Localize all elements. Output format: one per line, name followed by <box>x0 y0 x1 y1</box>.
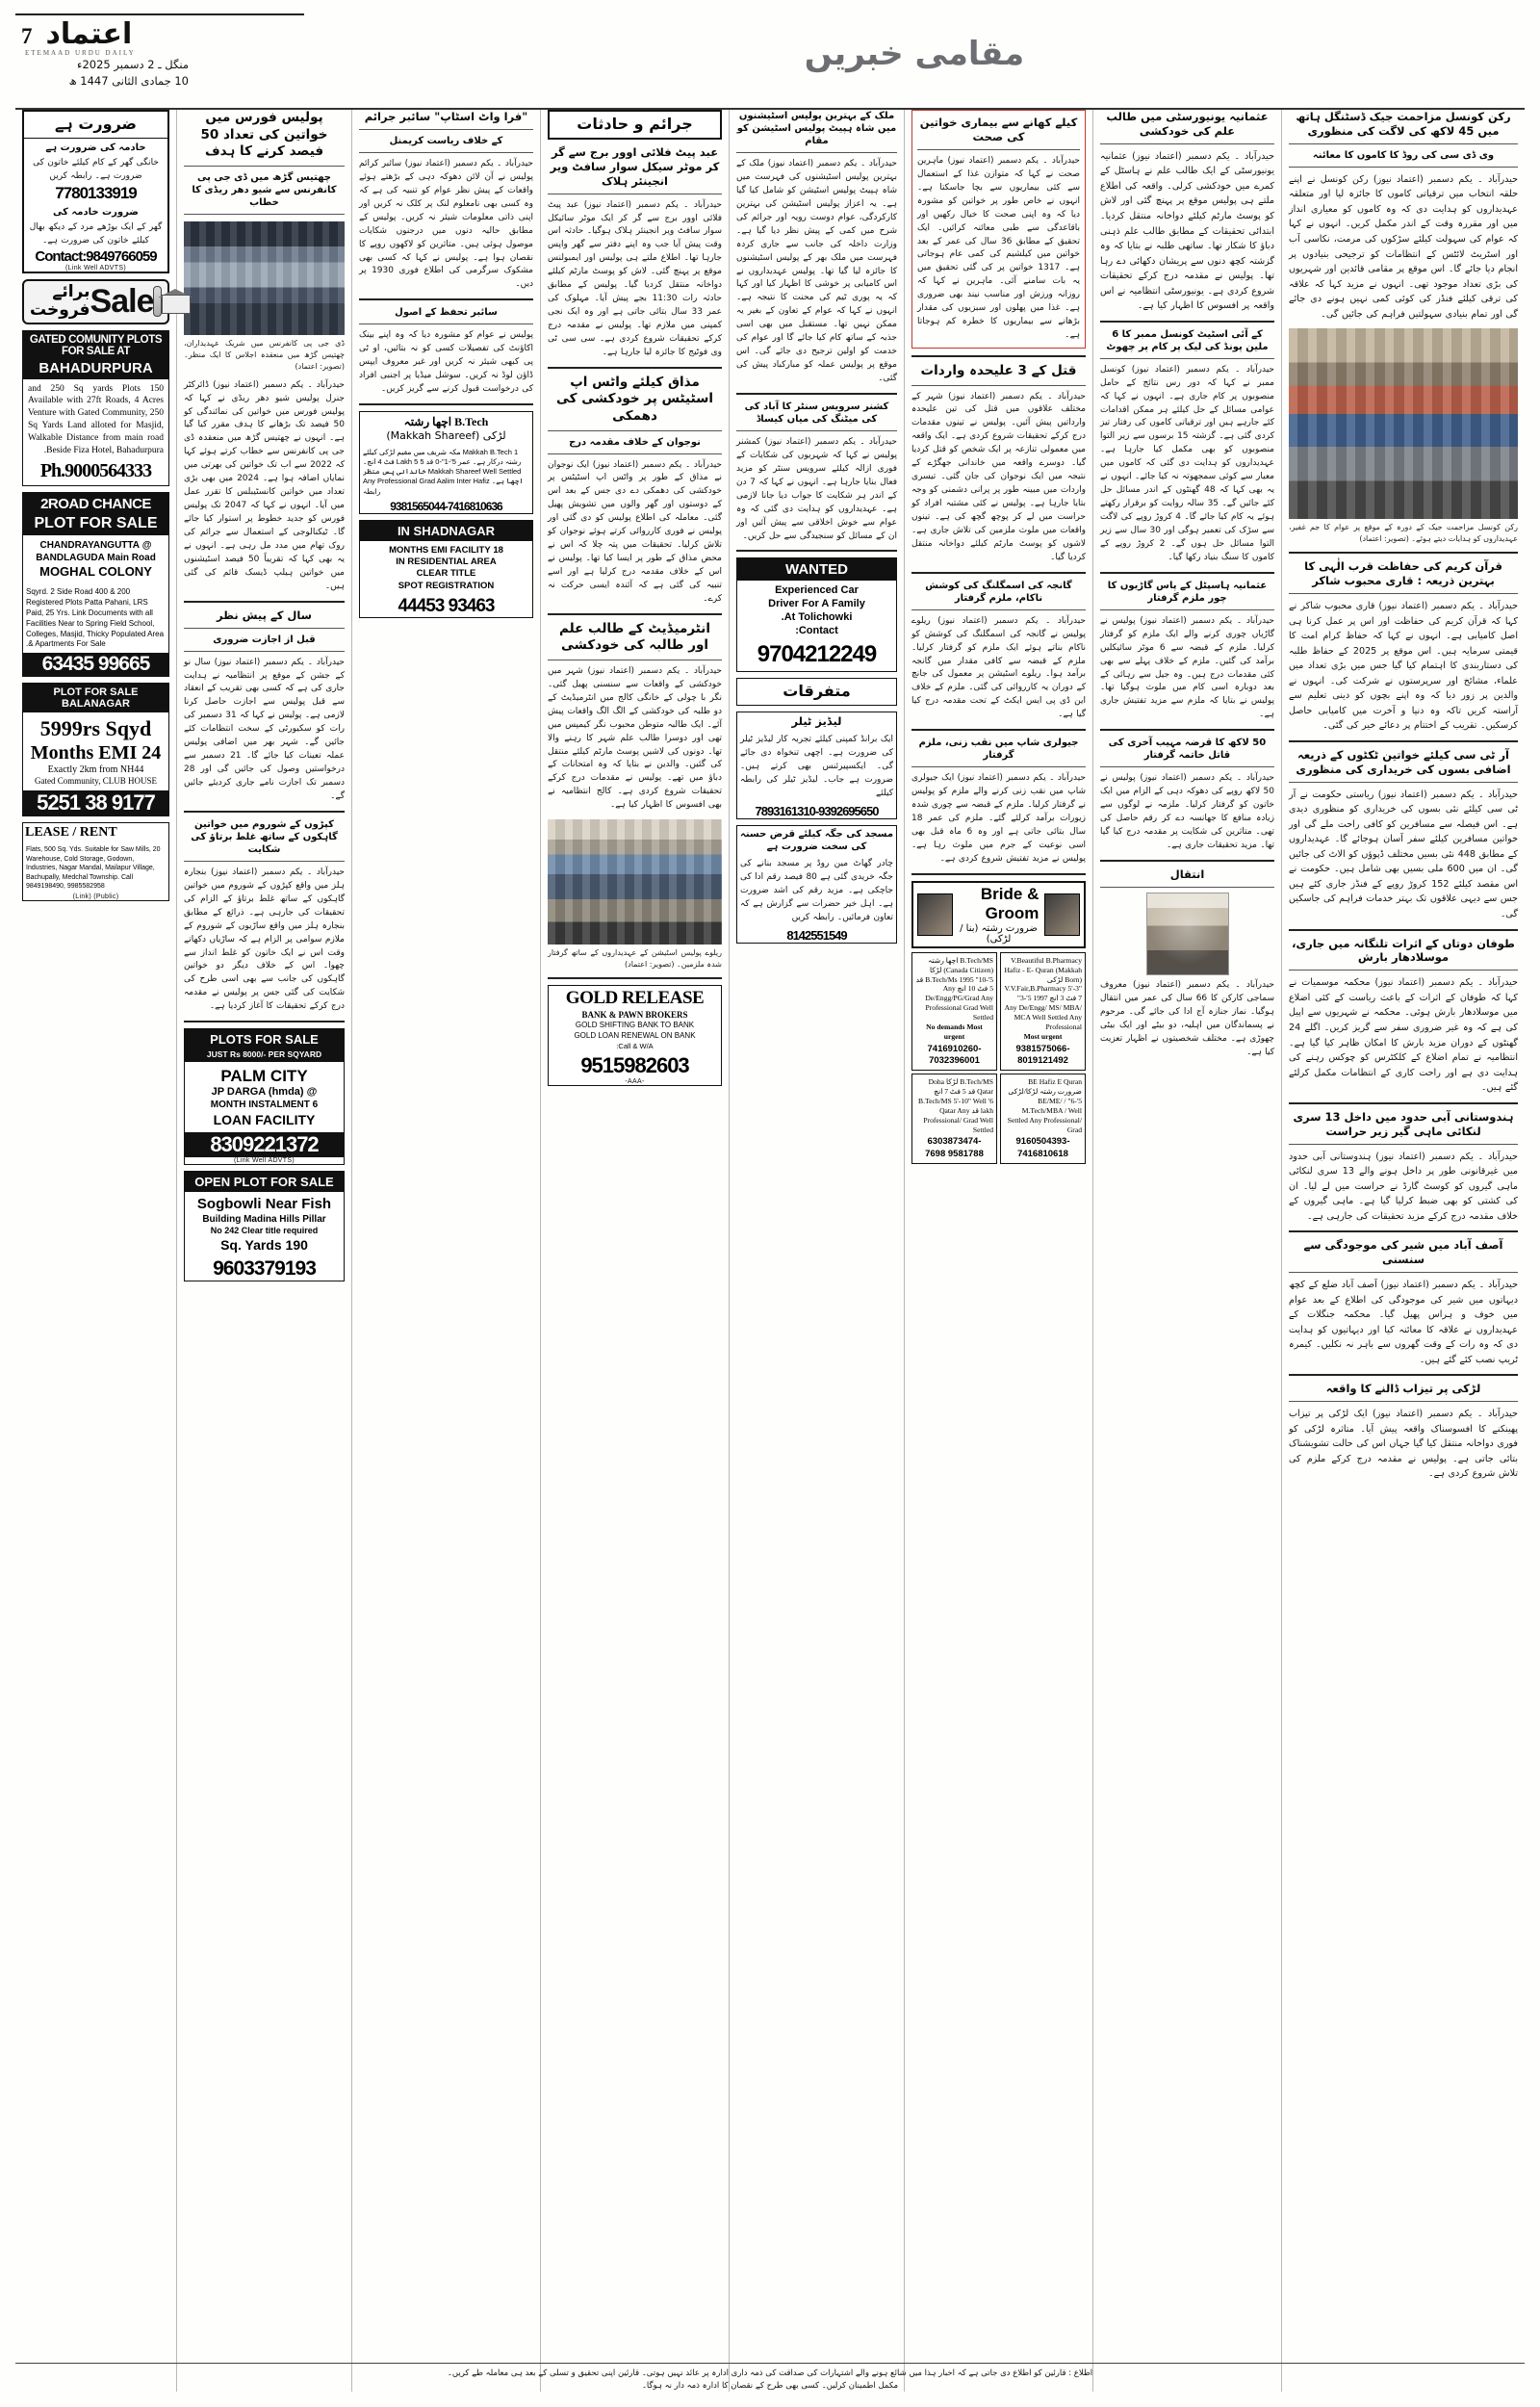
matrimonial-grid <box>911 952 1086 1164</box>
zaroorat-phone-1[interactable]: 7780133919 <box>55 183 137 202</box>
mutafarriqat-title: متفرقات <box>783 682 851 701</box>
story-tiger-asifabad <box>1289 1238 1518 1367</box>
story-cyber-tips <box>359 306 533 397</box>
masthead-logo-row <box>15 17 304 51</box>
story-body: حیدرآباد ۔ یکم دسمبر (اعتماد نیوز) ایک نوجوان نے مذاق کے طور پر واٹس اپ اسٹیٹس پر خودکشی کی دھمکی دے دی جس کے بعد اس کے دوستوں اور گھر والوں میں تشویش پھیل گئی۔ معاملہ کی اطلاع پولیس کو دی گئی اور پولیس نے فوری کارروائی کرتے ہوئے نوجوان کو تلاش کرلیا۔ تحقیقات میں پتہ چلا کہ اس نے محض مذاق کے طور پر ایسا کیا تھا۔ پولیس نے اس کے خلاف مقدمہ درج کرلیا ہے اور اسے تنبیہ کی گئی ہے کہ آئندہ ایسی حرکت نہ کرے۔ <box>548 459 722 604</box>
story-body: حیدرآباد ۔ یکم دسمبر (اعتماد نیوز) معروف سماجی کارکن کا 66 سال کی عمر میں انتقال ہوگیا۔ نماز جنازہ آج ادا کی جائے گی۔ مرحوم نے پسماندگان میں اہلیہ، دو بیٹے اور ایک بیٹی چھوڑی ہے۔ مختلف شخصیتوں نے اظہار تعزیت کیا ہے۔ <box>1100 979 1274 1057</box>
ladies-tailor-phone[interactable]: 7893161310-9392695650 <box>755 803 879 818</box>
story-council-meeting <box>1289 110 1518 322</box>
bride-groom-title: Bride & Groom <box>980 884 1040 922</box>
btech-rishta-title: B.Tech اچھا رشتہ <box>403 415 489 428</box>
zaroorat-line-4: گھر کے ایک بوڑھے مرد کے دیکھ بھال کیلئے خاتون کی ضرورت ہے۔ <box>29 221 163 246</box>
photo-crowd-block <box>1289 328 1518 545</box>
story-women-police-target <box>184 110 345 215</box>
story-body: حیدرآباد ۔ یکم دسمبر (اعتماد نیوز) پولیس نے گاڑیاں چوری کرنے والے ایک ملزم کو گرفتار کرلیا۔ ملزم کے قبضہ سے 6 موٹر سائیکلیں برآمد کی گئیں۔ ملزم کے خلاف پہلے سے بھی کئی مقدمات درج ہیں۔ وہ جیل سے رہائی کے بعد دوبارہ اسی کام میں ملوث ہوگیا تھا۔ پولیس نے بتایا کہ ملزم سے مزید تفتیش جاری ہے۔ <box>1100 615 1275 720</box>
zaroorat-line-2: خانگی گھر کے کام کیلئے خاتون کی ضرورت ہے۔ رابطہ کریں <box>33 157 159 181</box>
wanted-line-2: Driver For A Family <box>768 598 865 610</box>
divider <box>1289 929 1518 931</box>
story-subheadline: وی ڈی سی کی روڈ کا کاموں کا معائنہ <box>1312 149 1495 161</box>
sale-word: Sale <box>90 282 154 320</box>
gold-line-2: GOLD SHIFTING BANK TO BANK <box>575 1021 695 1030</box>
story-headline: قرآن کریم کی حفاظت قرب الٰہی کا بہترین ذریعہ : قاری محبوب شاکر <box>1304 559 1502 588</box>
road2-line-3: @ CHANDRAYANGUTTA <box>39 540 152 552</box>
divider <box>184 601 345 603</box>
open-plot-line-3: No 242 Clear title required <box>210 1226 319 1236</box>
column-3 <box>905 110 1093 2392</box>
story-body: حیدرآباد ۔ یکم دسمبر (اعتماد نیوز) ایک لڑکی پر تیزاب پھینکنے کا افسوسناک واقعہ پیش آیا۔ متاثرہ لڑکی کو فوری دواخانہ منتقل کیا گیا جہاں اس کی حالت تشویشناک بتائی جاتی ہے۔ پولیس نے مقدمہ درج کرکے ملزم کی تلاش شروع کردی ہے۔ <box>1289 1409 1518 1480</box>
wanted-line-1: Experienced Car <box>775 584 859 597</box>
story-body: حیدرآباد ۔ یکم دسمبر (اعتماد نیوز) ماہرین صحت نے کہا کہ متوازن غذا کے استعمال سے کئی بیماریوں سے بچا جاسکتا ہے۔ انہوں نے خاص طور پر خواتین کو مشورہ دیا کہ وہ اپنی صحت کا خیال رکھیں اور باقاعدگی سے طبی معائنہ کرائیں۔ ایک تحقیق کے مطابق 36 سال کی عمر کے بعد خواتین میں کیلشیم کی کمی عام ہوجاتی ہے۔ 1317 خواتین پر کی گئی تحقیق میں یہ بات سامنے آئی۔ ماہرین نے کہا کہ روزانہ ورزش اور مناسب نیند بھی ضروری ہے۔ غذا میں پھلوں اور سبزیوں کی مقدار بڑھانے سے بیماریوں کا خطرہ کم ہوجاتا ہے۔ <box>917 155 1080 341</box>
matrimonial-text: B.Tech/MS لڑکا Doha Qatar قد 5 فٹ 7 انچ B.Tech/MS 5'-10" Well '6 lakh قد Qatar Any Professional/ Grad Well Settled <box>918 1077 993 1134</box>
balanagar-line-1: 5999rs Sqyd <box>39 716 152 741</box>
obituary-portrait-photo <box>1146 893 1229 975</box>
gated-title-2: BAHADURPURA <box>23 360 168 379</box>
column-7 <box>177 110 352 2392</box>
news-photo-press-conference <box>184 221 345 335</box>
road2-line-1: 2ROAD CHANCE <box>23 493 168 515</box>
divider <box>1289 1230 1518 1232</box>
btech-rishta-phone[interactable]: 9381565044-7416810636 <box>390 499 502 513</box>
divider <box>548 977 722 979</box>
sale-banner <box>22 279 169 324</box>
gated-phone[interactable]: Ph.9000564333 <box>39 460 152 482</box>
story-quran-hifz <box>1289 559 1518 734</box>
ad-shadnagar[interactable] <box>359 520 533 618</box>
divider <box>1100 887 1274 888</box>
story-ou-suicide <box>1100 110 1274 314</box>
divider <box>1289 782 1518 783</box>
gold-title: GOLD RELEASE <box>565 988 705 1009</box>
plots-line-2: @ JP DARGA (hmda) <box>211 1086 318 1099</box>
ad-ladies-tailor[interactable] <box>736 712 897 819</box>
divider <box>359 152 533 153</box>
divider <box>736 430 897 431</box>
divider <box>1100 860 1274 862</box>
plots-sub: JUST Rs 8000/- PER SQYARD <box>185 1049 344 1062</box>
story-headline: سائبر تحفظ کے اصول <box>395 307 498 319</box>
divider <box>911 766 1086 767</box>
gold-call-label: Call & W/A: <box>616 1041 654 1050</box>
photo-caption: رکن کونسل مزاحمت جیک کے دورہ کے موقع پر عوام کا جم غفیر، عہدیداروں کو ہدایات دیتے ہوئے۔ (تصویر: اعتماد) <box>1289 523 1518 544</box>
story-headline: پولیس فورس میں خواتین کی تعداد 50 فیصد کرنے کا ہدف <box>200 110 328 160</box>
divider <box>184 628 345 629</box>
btech-rishta-body: Makkah B.Tech 1 مکہ شریف میں مقیم لڑکی کیلئے رشتہ درکار ہے۔ عمر 5'-1"-0 قد 5 Lakh 5 فٹ 4 انچ۔ Makkah Shareef Well Settled خاندانی پس منظر اچھا ہے۔ Any Professional Grad Aalim Inter Hafiz رابطہ <box>363 448 524 496</box>
divider <box>1289 1102 1518 1104</box>
divider <box>911 729 1086 731</box>
column-1 <box>1282 110 1525 2392</box>
story-body: حیدرآباد ۔ یکم دسمبر (اعتماد نیوز) کمشنر پولیس نے کہا کہ شہریوں کی شکایات کے فوری ازالہ کیلئے سرویس سنٹر کو مزید فعال بنایا جارہا ہے۔ انہوں نے کہا کہ 7 دن کے اندر ہر شکایت کا جواب دیا جانا لازمی ہے۔ عہدیداروں کو ہدایت دی گئی کہ وہ عوام سے خوش اخلاقی سے پیش آئیں اور ان کے مسائل کو سنجیدگی سے حل کریں۔ <box>736 436 897 541</box>
bride-groom-header <box>911 881 1086 948</box>
divider <box>1100 321 1274 323</box>
divider <box>1289 143 1518 144</box>
crime-section-banner <box>548 110 722 140</box>
story-flyover-accident <box>548 145 722 360</box>
house-icon <box>153 286 162 317</box>
story-headline: قتل کے 3 علیحدہ واردات <box>920 363 1077 378</box>
story-cyclone-rain <box>1289 937 1518 1096</box>
story-headline: مذاق کیلئے واٹس اپ اسٹیٹس پر خودکشی کی دھمکی <box>556 374 713 424</box>
matrimonial-text: B.Tech/MS اچھا رشتہ (Canada Citizen) لڑکا 5'-10" 1995 B.Tech/Ms قد 5 فٹ 10 انچ Any De/Engg/PG/Grad Any Professional Grad Well Settled <box>915 955 993 1022</box>
matrimonial-tag: No demands Most urgent <box>926 1022 983 1041</box>
divider <box>184 861 345 862</box>
story-headline: آصف آباد میں شیر کی موجودگی سے سنسنی <box>1303 1238 1503 1267</box>
gold-line-1: BANK & PAWN BROKERS <box>581 1010 688 1021</box>
shadnagar-line-4: SPOT REGISTRATION <box>398 580 495 591</box>
divider <box>1289 552 1518 554</box>
story-headline: ملک کے بہترین پولیس اسٹیشنوں میں شاہ ہپیٹ پولیس اسٹیشن کو مقام <box>736 111 897 146</box>
story-headline: عثمانیہ یونیورسٹی میں طالب علم کی خودکشی <box>1106 110 1269 138</box>
balanagar-line-2: 24 Months EMI <box>30 742 162 764</box>
road2-line-5: MOGHAL COLONY <box>39 564 152 580</box>
plots-phone[interactable]: 8309221372 <box>185 1132 344 1157</box>
matrimonial-phone[interactable]: 6303873474-9581788 7698 <box>925 1136 984 1159</box>
road2-body: 200 & 400 Sqyrd. 2 Side Road Registered Plots Patta Pahani, LRS Paid, 25 Yrs. Link Documents with all Facilities Near to Spring Field School, Colleges, Masjid, Thicky Populated Area & Apartments For Sale. <box>26 587 165 649</box>
date-gregorian: منگل ـ 2 دسمبر 2025ء <box>77 58 189 71</box>
ad-mutafarriqat <box>736 678 897 706</box>
ad-lease-rent[interactable] <box>22 822 169 901</box>
divider <box>1289 1144 1518 1145</box>
divider <box>1289 1272 1518 1273</box>
zaroorat-title: ضرورت ہے <box>24 112 167 139</box>
groom-photo-icon <box>917 893 953 936</box>
ad-plot-balanagar[interactable] <box>22 683 169 816</box>
wanted-line-4: Contact: <box>795 624 838 636</box>
story-body: حیدرآباد ۔ یکم دسمبر (اعتماد نیوز) شہر میں خودکشی کے واقعات سے سنسنی پھیل گئی۔ نگر با چولی کے خانگی کالج میں انٹرمیڈیٹ کے دو طلبہ کی خودکشی کے الگ الگ واقعات پیش آئے۔ ایک طالبہ متوطن محبوب نگر کیمپس میں تھی اور دوسرا طالب علم شہر کا رہنے والا تھا۔ دونوں کی لاشیں پوسٹ مارٹم کیلئے منتقل کی گئیں۔ والدین نے بتایا کہ وہ امتحانات کے دباؤ میں تھے۔ پولیس نے مقدمات درج کرکے تحقیقات شروع کردی ہے۔ کالج انتظامیہ نے بھی افسوس کا اظہار کیا ہے۔ <box>548 665 722 811</box>
lease-body: 20 Flats, 500 Sq. Yds. Suitable for Saw Mills, Warehouse, Cold Storage, Godown, Industries, Nagar Mandal, Mailapur Village, Bachupally, Medchal Township. Call 9849198490, 9985582958 <box>26 846 161 891</box>
story-headline: "فرا واٹ اسٹاپ" سائبر جرائم <box>364 110 528 123</box>
story-fraud-woman-arrest <box>1100 737 1274 853</box>
ad-zaroorat-hai[interactable] <box>22 110 169 273</box>
column-4 <box>730 110 905 2392</box>
plots-line-4: LOAN FACILITY <box>213 1111 316 1127</box>
story-three-murders <box>911 363 1086 565</box>
zaroorat-advts: (Link Well ADVTS) <box>65 264 126 272</box>
news-photo-police-team <box>548 819 722 945</box>
column-8 <box>15 110 177 2392</box>
story-new-year-permission <box>184 608 345 804</box>
story-subheadline: قبل از اجازت ضروری <box>213 634 316 645</box>
bride-groom-subtitle: ضرورت رشتہ (بنا / لڑکی) <box>960 922 1038 945</box>
masthead-rule <box>15 13 304 15</box>
story-headline: 50 لاکھ کا قرضہ مہیب آخری کی قاتل خاتمہ گرفتار <box>1108 738 1267 762</box>
date-hijri: 10 جمادی الثانی 1447 ھ <box>68 73 189 88</box>
divider <box>736 152 897 153</box>
story-headline: لڑکی پر تیزاب ڈالنے کا واقعہ <box>1325 1382 1481 1396</box>
story-body: حیدرآباد ۔ یکم دسمبر (اعتماد نیوز) ریاستی حکومت نے آر ٹی سی کیلئے نئی بسوں کی خریداری کو منظوری دیدی ہے۔ اس فیصلہ سے مسافرین کو کافی راحت ملے گی اور خواتین مسافرین کیلئے سفر آسان ہوجائے گا۔ عہدیداروں کے مطابق 448 نئی بسیں مختلف ڈپوؤں کو الاٹ کی جائیں گی۔ ان میں 600 ملی بسیں بھی شامل ہیں۔ حکومت نے اس مقصد کیلئے 152 کروڑ روپے کے فنڈز جاری کئے ہیں جس سے دیہی علاقوں تک بہتر خدمات فراہم کی جاسکیں گی۔ <box>1289 789 1518 919</box>
matrimonial-ad[interactable] <box>1000 952 1086 1071</box>
story-headline: عثمانیہ ہاسپٹل کے پاس گاڑیوں کا چور ملزم گرفتار <box>1107 580 1268 604</box>
masjid-body: چادر گھاٹ مین روڈ پر مسجد بنانے کی جگہ خریدی گئی ہے 80 فیصد رقم ادا کی جاچکی ہے۔ مزید رقم کی اشد ضرورت ہے۔ اہل خیر حضرات سے گزارش ہے کہ تعاون فرمائیں۔ رابطہ کریں <box>740 858 893 922</box>
divider <box>548 613 722 615</box>
gated-body: 150 and 250 Sq yards Plots Available with 27ft Roads, 4 Acres Venture with Gated Community, 250 Sq Yards Land alloted for Masjid, Walkable Distance from main road Beside Fiza Hotel, Bahadurpura. <box>28 383 165 455</box>
road2-line-4: BANDLAGUDA Main Road <box>36 553 156 564</box>
story-headline: رکن کونسل مزاحمت جیک ڈسٹنگل ہاتھ میں 45 لاکھ کی لاگت کی منظوری <box>1296 110 1511 138</box>
ad-2road-chance-plot[interactable] <box>22 492 169 677</box>
crime-section-title: جرائم و حادثات <box>577 115 693 133</box>
divider <box>911 609 1086 610</box>
divider <box>911 385 1086 386</box>
balanagar-line-3: Exactly 2km from NH44 <box>47 764 144 776</box>
lease-advts: (Public) (Link) <box>72 893 119 901</box>
plots-line-1: PALM CITY <box>220 1067 308 1086</box>
divider <box>548 453 722 454</box>
publication-subtitle: ETEMAAD URDU DAILY <box>25 49 136 57</box>
story-body: حیدرآباد ۔ یکم دسمبر (اعتماد نیوز) ڈائرکٹر جنرل پولیس شیو دھر ریڈی نے کہا کہ پولیس فورس میں خواتین کی نمائندگی کو 50 فیصد تک بڑھانے کا ہدف مقرر کیا گیا ہے۔ انہوں نے چھتیس گڑھ میں منعقدہ ڈی جی پی کانفرنس سے خطاب کرتے ہوئے کہا کہ 2022 سے اب تک خواتین کی بھرتی میں نمایاں اضافہ ہوا ہے۔ 2024 میں بھی بڑی تعداد میں خواتین کانسٹیبلس کا تقرر عمل میں آیا۔ انہوں نے کہا کہ 2047 تک پولیس فورس کو جدید خطوط پر استوار کیا جائے گا۔ ٹیکنالوجی کے استعمال سے جرائم کی روک تھام میں مدد مل رہی ہے۔ انہوں نے یہ بھی کہا کہ تقریباً 50 فیصد اسٹیشنوں میں خواتین ہیلپ ڈیسک قائم کی گئی ہیں۔ <box>184 379 346 591</box>
divider <box>184 166 345 167</box>
gold-phone[interactable]: 9515982603 <box>580 1053 689 1078</box>
gated-title: GATED COMUNITY PLOTS FOR SALE AT <box>23 331 168 360</box>
story-showroom-harassment <box>184 818 345 1014</box>
story-body: حیدرآباد ۔ یکم دسمبر (اعتماد نیوز) ہندوستانی آبی حدود میں غیرقانونی طور پر داخل ہونے والے 13 سری لنکائی ماہی گیروں کو کوسٹ گارڈ نے حراست میں لے لیا۔ ان کی کشتی کو بھی ضبط کرلیا گیا ہے۔ ماہی گیروں کے خلاف مقدمہ درج کرکے مزید تحقیقات کی جارہی ہے۔ <box>1289 1151 1518 1222</box>
wanted-phone[interactable]: 9704212249 <box>757 641 877 668</box>
divider <box>911 873 1086 875</box>
ladies-tailor-body: ایک برانڈ کمپنی کیلئے تجربہ کار لیڈیز ٹیلر کی ضرورت ہے۔ اچھی تنخواہ دی جائے گی۔ ایکسپیرئنس بھی کرتے ہیں۔ ضرورت ہے جاب۔ لیڈیز ٹیلر کی رابطہ کیلئے <box>740 735 893 798</box>
masthead <box>15 13 1525 106</box>
shadnagar-phone[interactable]: 93463 44453 <box>398 596 495 616</box>
story-body: حیدرآباد ۔ یکم دسمبر (اعتماد نیوز) ریلوے پولیس نے گانجہ کی اسمگلنگ کی کوشش کو ناکام بناتے ہوئے ایک ملزم کو گرفتار کرلیا۔ ملزم کے قبضہ سے کافی مقدار میں گانجہ برآمد ہوا۔ ریلوے اسٹیشن پر معمول کی جانچ کے دوران یہ کارروائی کی گئی۔ ملزم کے خلاف این ڈی پی ایس ایکٹ کے تحت مقدمہ درج کیا گیا ہے۔ <box>911 615 1086 720</box>
matrimonial-ad[interactable] <box>911 1074 997 1164</box>
plots-line-3: 6 MONTH INSTALMENT <box>210 1100 319 1111</box>
story-body: حیدرآباد ۔ یکم دسمبر (اعتماد نیوز) عبد پیٹ فلائی اوور برج سے گر کر ایک موٹر سائیکل سوار سافٹ ویر انجینئر ہلاک ہوگیا۔ حادثہ اس وقت پیش آیا جب وہ اپنے دفتر سے گھر واپس جارہا تھا۔ اطلاع ملتے ہی پولیس اور ایمبولنس موقع پر پہنچ گئی۔ لاش کو پوسٹ مارٹم کیلئے دواخانہ منتقل کردیا گیا۔ پولیس کے مطابق حادثہ رات 11:30 بجے پیش آیا۔ مہلوک کی عمر 33 سال بتائی جاتی ہے اور وہ ایک نجی کمپنی میں ملازم تھا۔ پولیس نے مقدمہ درج کرکے تحقیقات شروع کردی ہے۔ سی سی ٹی وی فوٹیج کا جائزہ لیا جارہا ہے۔ <box>548 199 722 357</box>
divider <box>1100 358 1274 359</box>
story-body: حیدرآباد ۔ یکم دسمبر (اعتماد نیوز) ملک کے بہترین پولیس اسٹیشنوں کی فہرست میں شاہ ہپیٹ پولیس اسٹیشن کو شامل کیا گیا ہے۔ یہ اعزاز پولیس اسٹیشن کی بہترین کارکردگی، عوام دوست رویہ اور جرائم کی شرح میں کمی کے پیش نظر دیا گیا ہے۔ وزارت داخلہ کی جانب سے جاری کردہ فہرست میں ملک بھر کے پولیس اسٹیشنوں کا جائزہ لیا گیا تھا۔ پولیس عہدیداروں نے اس کامیابی پر خوشی کا اظہار کیا اور کہا کہ یہ پوری ٹیم کی محنت کا نتیجہ ہے۔ انہوں نے کہا کہ عوام کے تعاون کے بغیر یہ ممکن نہیں تھا۔ مستقبل میں بھی اسی جذبہ کے ساتھ کام کیا جائے گا اور عوام کی خدمت کو اولین ترجیح دی جائے گی۔ اس موقع پر پولیس عملہ کو مبارکباد پیش کی گئی۔ <box>736 159 897 383</box>
column-2 <box>1093 110 1282 2392</box>
story-headline: انتقال <box>1169 867 1205 881</box>
news-photo-crowd <box>1289 328 1518 519</box>
balanagar-line-4: Gated Community, CLUB HOUSE <box>35 776 157 787</box>
story-subheadline: چھتیس گڑھ میں ڈی جی پی کانفرنس سے شیو دھر ریڈی کا خطاب <box>192 171 337 208</box>
divider <box>184 214 345 215</box>
story-headline: گانجہ کی اسمگلنگ کی کوشش ناکام، ملزم گرفتار <box>925 580 1072 604</box>
zaroorat-line-3: ضرورت خادمہ کی <box>53 206 139 218</box>
story-body: پولیس نے عوام کو مشورہ دیا کہ وہ اپنے بینک اکاؤنٹ کی تفصیلات کسی کو نہ بتائیں، او ٹی پی کبھی شیئر نہ کریں اور غیر معروف ایپس ڈاؤن لوڈ نہ کریں۔ سوشل میڈیا پر اجنبی افراد کی درخواست قبول کرنے سے گریز کریں۔ <box>359 330 533 395</box>
wanted-title: WANTED <box>737 558 896 581</box>
story-ganja-smuggling <box>911 580 1086 723</box>
divider <box>736 550 897 552</box>
story-headline: کشنر سرویس سنٹر کا آباد کی کی میٹنگ کی میاں کیساڈ <box>744 401 889 425</box>
masjid-title: مسجد کی جگہ کیلئے قرض حسنہ کی سخت ضرورت ہے <box>739 828 894 852</box>
divider <box>1100 572 1274 574</box>
divider <box>1289 1374 1518 1376</box>
bride-photo-icon <box>1044 893 1080 936</box>
footer-line-2: مکمل اطمینان کرلیں۔ کسی بھی طرح کے نقصان کا ادارہ ذمہ دار نہ ہوگا۔ <box>641 2381 899 2392</box>
story-whatsapp-status <box>548 375 722 607</box>
story-body: حیدرآباد ۔ یکم دسمبر (اعتماد نیوز) محکمہ موسمیات نے کہا کہ طوفان کے اثرات کے باعث ریاست کے کئی اضلاع میں موسلادھار بارش ہوئی۔ محکمہ نے شہریوں سے اپیل کی ہے کہ وہ غیر ضروری سفر سے گریز کریں۔ اگلے 24 گھنٹوں کے دوران مزید بارش کا امکان ظاہر کیا گیا ہے۔ انتظامیہ نے تمام اضلاع کے کلکٹرس کو چوکس رہنے کی ہدایت دی ہے اور راحت کاری کے انتظامات مکمل کرلئے گئے ہیں۔ <box>1289 977 1518 1094</box>
balanagar-phone[interactable]: 9177 38 5251 <box>23 790 168 815</box>
shadnagar-line-1: 18 MONTHS EMI FACILITY <box>389 544 503 556</box>
story-headline: کیلے کھانے سے بیماری خواتین کی صحت <box>919 116 1078 143</box>
matrimonial-ad[interactable] <box>911 952 997 1071</box>
open-plot-line-1: Sogbowli Near Fish <box>196 1196 332 1213</box>
story-body: حیدرآباد ۔ یکم دسمبر (اعتماد نیوز) رکن کونسل نے اپنے حلقہ انتخاب میں ترقیاتی کاموں کا جائزہ لیا اور متعلقہ عہدیداروں کو ہدایت دی کہ وہ کاموں کو معیاری انداز میں اور مقررہ وقت کے اندر مکمل کریں۔ انہوں نے کہا کہ عوام کی سہولت کیلئے سڑکوں کی مرمت، نکاسی آب اور اسٹریٹ لائٹس کے انتظامات کو ترجیحی بنیادوں پر انجام دیا جائے گا۔ اس موقع پر مقامی قائدین اور شہریوں کی بڑی تعداد موجود تھی۔ انہوں نے مزید کہا کہ علاقہ کی ترقی کیلئے فنڈز کی کوئی کمی نہیں ہونے دی جائے گی اور تمام بنیادی سہولتیں فراہم کی جائیں گی۔ <box>1289 173 1518 320</box>
matrimonial-text: BE Hafiz E Quran ضرورت رشتہ لڑکا/لڑکی 5'-6" / BE/ME/ M.Tech/MBA / Well Settled Any Professional/ Grad <box>1007 1077 1082 1134</box>
matrimonial-phone[interactable]: 9381575066-8019121492 <box>1015 1043 1070 1066</box>
column-6 <box>352 110 541 2392</box>
story-body: حیدرآباد ۔ یکم دسمبر (اعتماد نیوز) قاری محبوب شاکر نے کہا کہ قرآن کریم کی حفاظت اور اس پر عمل کرنا ہی اصل کامیابی ہے۔ انہوں نے کہا کہ حفاظ کرام امت کا قیمتی سرمایہ ہیں۔ اس موقع پر 2025 کے حفاظ طلبہ کی دستاربندی کا اہتمام کیا گیا جس میں بڑی تعداد میں علماء، مشائخ اور سرپرستوں نے شرکت کی۔ انہوں نے والدین پر زور دیا کہ وہ اپنے بچوں کو دینی تعلیم سے آراستہ کریں تاکہ وہ دنیا و آخرت میں کامیابی حاصل کرسکیں۔ تقریب کے اختتام پر دعائے خیر کی گئی۔ <box>1289 601 1518 732</box>
story-body: حیدرآباد ۔ یکم دسمبر (اعتماد نیوز) کونسل ممبر نے کہا کہ دور رس نتائج کے حامل منصوبوں پر کام جاری ہے۔ انہوں نے کہا کہ عوامی مسائل کے حل کیلئے ہر ممکن اقدامات کئے جارہے ہیں اور ترقیاتی کاموں کی رفتار تیز کردی گئی ہے۔ گزشتہ 15 برسوں سے زیر التوا منصوبوں کو بھی مکمل کیا جارہا ہے۔ عہدیداروں کو ہدایت دی گئی کہ کاموں میں معیار سے کوئی سمجھوتہ نہ کیا جائے۔ انہوں نے یہ بھی کہا کہ 48 گھنٹوں کے اندر مسائل حل کئے جائیں گے۔ 35 سالہ روایت کو برقرار رکھتے ہوئے یہ کام کیا جائے گا۔ 4 کروڑ روپے کی لاگت سے سڑک کی تعمیر ہوگی اور 30 سال سے زیر التوا مسائل حل ہوں گے۔ 2 کروڑ روپے کے کاموں کا سنگ بنیاد رکھا گیا۔ <box>1100 364 1274 562</box>
story-body: حیدرآباد ۔ یکم دسمبر (اعتماد نیوز) سائبر کرائم پولیس نے آن لائن دھوکہ دہی کے بڑھتے ہوئے واقعات کے پیش نظر عوام کو تنبیہ کی ہے کہ وہ کسی بھی نامعلوم لنک پر کلک نہ کریں اور اپنی ذاتی معلومات شیئر نہ کریں۔ پولیس کے مطابق حالیہ دنوں میں درجنوں شکایات موصول ہوئی ہیں۔ متاثرین کو لاکھوں روپے کا نقصان ہوا ہے۔ پولیس نے کہا کہ کسی بھی مشکوک سرگرمی کی اطلاع فوری 1930 پر دیں۔ <box>359 158 533 290</box>
open-plot-phone[interactable]: 9603379193 <box>213 1257 316 1281</box>
sale-urdu-label: برائے فروخت <box>30 282 90 321</box>
story-subheadline: نوجوان کے خلاف مقدمہ درج <box>569 436 701 448</box>
story-rtc-buses <box>1289 748 1518 922</box>
divider <box>917 149 1080 150</box>
photo-press-conference-block <box>184 221 345 373</box>
road2-phone[interactable]: 99665 63435 <box>23 653 168 676</box>
divider <box>1289 593 1518 594</box>
matrimonial-phone[interactable]: 7416910260-7032396001 <box>927 1043 982 1066</box>
divider <box>359 403 533 405</box>
divider <box>1289 167 1518 168</box>
story-subheadline: کے خلاف ریاست کریمنل <box>389 135 503 146</box>
story-council-member <box>1100 328 1274 565</box>
matrimonial-tag: Most urgent <box>1023 1031 1063 1041</box>
divider <box>1289 740 1518 742</box>
boxed-health-story <box>911 110 1086 349</box>
masjid-phone[interactable]: 8142551549 <box>786 927 847 943</box>
story-cyber-crime <box>359 110 533 292</box>
divider <box>548 430 722 431</box>
divider <box>736 393 897 395</box>
masthead-dates <box>15 57 189 89</box>
btech-rishta-sub: لڑکی (Makkah Shareef) <box>386 429 506 442</box>
divider <box>548 367 722 369</box>
matrimonial-phone[interactable]: 9160504393-7416810618 <box>1015 1136 1070 1159</box>
story-headline: عبد پیٹ فلائی اوور برج سے گر کر موٹر سیکل سوار سافٹ ویر انجینئر ہلاک <box>550 144 720 188</box>
footer-line-1: اطلاع : قارئین کو اطلاع دی جاتی ہے کہ اخبار ہذا میں شائع ہونے والے اشتہارات کی صداقت کی ذمہ داری ادارہ پر عائد نہیں ہوتی۔ قارئین اپنی تحقیق و تسلی کے بعد ہی معاملہ طے کریں۔ <box>447 2368 1093 2378</box>
ad-wanted-driver[interactable] <box>736 557 897 672</box>
divider <box>184 651 345 652</box>
divider <box>1289 1401 1518 1402</box>
page-number: 7 <box>21 24 33 48</box>
story-headline: کے آئی اسٹیٹ کونسل ممبر کا 6 ملین پونڈ کی لیک پر کام پر چھوٹ <box>1106 328 1269 352</box>
page-grid <box>15 110 1525 2392</box>
shadnagar-title: IN SHADNAGAR <box>360 521 532 541</box>
story-headline: جیولری شاپ میں نقب زنی، ملزم گرفتار <box>918 738 1079 762</box>
ad-plots-palm-city[interactable] <box>184 1028 345 1165</box>
story-body: حیدرآباد ۔ یکم دسمبر (اعتماد نیوز) ایک جیولری شاپ میں نقب زنی کرنے والے ملزم کو پولیس نے گرفتار کرلیا۔ ملزم کے قبضہ سے چوری شدہ زیورات برآمد کرلئے گئے۔ ملزم کی عمر 18 سال بتائی جاتی ہے اور وہ 6 ماہ قبل بھی اسی نوعیت کے جرم میں ملوث رہا ہے۔ پولیس نے مزید تفتیش شروع کردی ہے۔ <box>911 773 1086 864</box>
shadnagar-line-2: IN RESIDENTIAL AREA <box>396 556 497 567</box>
plots-title: PLOTS FOR SALE <box>185 1029 344 1049</box>
matrimonial-ad[interactable] <box>1000 1074 1086 1164</box>
ad-btech-rishta[interactable] <box>359 411 533 514</box>
footer-disclaimer <box>15 2363 1525 2394</box>
story-jewellery-burglary <box>911 737 1086 867</box>
story-best-police-station <box>736 110 897 386</box>
story-headline: ہندوستانی آبی حدود میں داخل 13 سری لنکائی ماہی گیر زیر حراست <box>1293 1109 1514 1138</box>
publication-logo: اعتماد <box>45 17 133 51</box>
open-plot-line-2: Building Madina Hills Pillar <box>202 1213 326 1225</box>
ad-open-plot-sogbowli[interactable] <box>184 1171 345 1281</box>
story-intermediate-suicides <box>548 621 722 813</box>
divider <box>1100 609 1274 610</box>
divider <box>911 572 1086 574</box>
photo-police-block <box>548 819 722 971</box>
ad-gated-community-bahadurpura[interactable] <box>22 330 169 487</box>
lease-title: LEASE / RENT <box>25 825 117 841</box>
story-headline: طوفان دوتاں کے اثرات تلنگانہ میں جاری، موسلادھار بارش <box>1292 936 1515 965</box>
story-body: حیدرآباد ۔ یکم دسمبر (اعتماد نیوز) عثمانیہ یونیورسٹی کے ایک طالب علم نے ہاسٹل کے کمرے میں خودکشی کرلی۔ واقعہ کی اطلاع ملتے ہی پولیس موقع پر پہنچ گئی اور لاش کو پوسٹ مارٹم کیلئے دواخانہ منتقل کردیا۔ ابتدائی تحقیقات کے مطابق طالب علم ذہنی دباؤ کا شکار تھا۔ ساتھی طلبہ نے بتایا کہ وہ گزشتہ کچھ دنوں سے پریشان دکھائی دے رہا تھا۔ پولیس نے مقدمہ درج کرکے تحقیقات شروع کردی ہے۔ یونیورسٹی انتظامیہ نے اس واقعہ پر افسوس کا اظہار کیا ہے۔ <box>1100 150 1274 312</box>
column-5 <box>541 110 730 2392</box>
open-plot-title: OPEN PLOT FOR SALE <box>185 1172 344 1192</box>
wanted-line-3: At Tolichowki. <box>781 610 853 623</box>
divider <box>1100 143 1274 144</box>
story-body: حیدرآباد ۔ یکم دسمبر (اعتماد نیوز) آصف آباد ضلع کے کچھ دیہاتوں میں شیر کی موجودگی کی اطلاع کے بعد عوام میں خوف و ہراس پھیل گیا۔ محکمہ جنگلات کے عہدیداروں نے علاقہ کا معائنہ کیا اور دیہاتیوں کو ہدایت دی کہ وہ رات کے وقت گھروں سے باہر نہ نکلیں۔ کیمرہ ٹریپ نصب کئے گئے ہیں۔ <box>1289 1280 1518 1365</box>
story-obituary <box>1100 867 1274 1060</box>
story-body: حیدرآباد ۔ یکم دسمبر (اعتماد نیوز) پولیس نے 50 لاکھ روپے کی دھوکہ دہی کے الزام میں ایک خاتون کو گرفتار کرلیا۔ ملزمہ نے لوگوں سے زیادہ منافع کا جھانسہ دے کر رقم حاصل کی تھی۔ متاثرین کی شکایت پر مقدمہ درج کیا گیا تھا۔ مزید تحقیقات جاری ہے۔ <box>1100 773 1274 850</box>
plots-advts: (Link Well ADVTS) <box>234 1157 295 1165</box>
ad-masjid-qarz[interactable] <box>736 825 897 944</box>
story-body: حیدرآباد ۔ یکم دسمبر (اعتماد نیوز) شہر کے مختلف علاقوں میں قتل کی تین علیحدہ وارداتیں پیش آئیں۔ پولیس نے تینوں مقدمات درج کرکے تحقیقات شروع کردی ہے۔ ایک واقعہ میں معمولی تنازعہ پر ایک شخص کو قتل کردیا گیا۔ دوسرے واقعہ میں خاندانی جھگڑے کے نتیجہ میں ایک نوجوان کی جان گئی۔ تیسری واردات میں مبینہ طور پر پرانی دشمنی کو وجہ بتایا جارہا ہے۔ پولیس نے کئی مشتبہ افراد کو حراست میں لے کر پوچھ گچھ کی ہے۔ تینوں واقعات میں ملوث ملزمین کی تلاش جاری ہے۔ لاشوں کو پوسٹ مارٹم کیلئے دواخانہ منتقل کردیا گیا۔ <box>911 391 1086 562</box>
story-headline: سال کے پیش نظر <box>217 608 312 622</box>
masthead-left <box>15 13 304 89</box>
story-vehicle-thief <box>1100 580 1274 723</box>
masthead-center <box>304 13 1525 73</box>
divider <box>1100 729 1274 731</box>
shadnagar-line-3: CLEAR TITLE <box>416 568 476 580</box>
divider <box>911 355 1086 357</box>
divider <box>1100 766 1274 767</box>
divider <box>184 1021 345 1022</box>
story-headline: آر ٹی سی کیلئے خواتین ٹکٹوں کے ذریعہ اضافی بسوں کی خریداری کی منظوری <box>1296 747 1511 776</box>
divider <box>1289 970 1518 971</box>
story-headline: انٹرمیڈیٹ کے طالب علم اور طالبہ کی خودکشی <box>559 620 710 654</box>
story-commissioner-service-center <box>736 401 897 544</box>
story-headline: کپڑوں کے شوروم میں خواتین گاہکوں کے ساتھ غلط برتاؤ کی شکایت <box>191 818 338 855</box>
road2-line-2: PLOT FOR SALE <box>23 515 168 535</box>
ladies-tailor-title: لیڈیز ٹیلر <box>791 714 842 729</box>
section-title: مقامی خبریں <box>804 35 1025 73</box>
matrimonial-text: V.Beautiful B.Pharmacy Hafiz - E- Quran (Makkah Born) لڑکی V.V.Fair,B.Pharmacy 5'-3" 7 فٹ 3 انچ 1997 5'-3" Any De/Engg/ MS/ MBA/ MCA Well Settled Any Professional <box>1004 955 1082 1031</box>
story-body: حیدرآباد ۔ یکم دسمبر (اعتماد نیوز) سال نو کے جشن کے موقع پر انتظامیہ نے ہدایت جاری کی ہے کہ کسی بھی تقریب کے انعقاد سے قبل پولیس سے اجازت حاصل کرنا لازمی ہے۔ پولیس نے کہا کہ 31 دسمبر کی رات کو سکیورٹی کے سخت انتظامات کئے جائیں گے۔ شہر بھر میں اضافی پولیس عملہ تعینات کیا جائے گا۔ 21 دسمبر سے درخواستیں وصول کی جائیں گی اور 28 دسمبر تک اجازت نامے جاری کردیئے جائیں گے۔ <box>184 657 345 801</box>
ad-gold-release[interactable] <box>548 985 722 1086</box>
divider <box>184 811 345 813</box>
zaroorat-line-1: خادمہ کی ضرورت ہے <box>45 142 146 153</box>
story-body: حیدرآباد ۔ یکم دسمبر (اعتماد نیوز) بنجارہ ہلز میں واقع کپڑوں کے شوروم میں خواتین گاہکوں کے ساتھ غلط برتاؤ کے الزام کی تحقیقات کی جارہی ہے۔ ذرائع کے مطابق بنجارہ ہلز میں واقع ساڑیوں کے شوروم کے ملازم سوامی پر الزام ہے کہ ساڑیاں دکھاتے وقت اس نے ایک خاتون کو غلط انداز سے چھوا۔ اس کے خلاف دیگر دو خواتین گاہکوں کی جانب سے بھی اسی طرح کی شکایت کی گئی جس پر پولیس نے مقدمہ درج کرکے تحقیقات کا آغاز کردیا ہے۔ <box>184 867 345 1012</box>
photo-caption: ڈی جی پی کانفرنس میں شریک عہدیداران، چھتیس گڑھ میں منعقدہ اجلاس کا ایک منظر۔ (تصویر: اعتماد) <box>184 338 345 371</box>
balanagar-title: PLOT FOR SALE BALANAGAR <box>23 684 168 712</box>
zaroorat-contact[interactable]: Contact:9849766059 <box>35 247 157 265</box>
story-acid-attack <box>1289 1382 1518 1482</box>
photo-caption: ریلوے پولیس اسٹیشن کے عہدیداروں کے ساتھ گرفتار شدہ ملزمین۔ (تصویر: اعتماد) <box>548 948 722 970</box>
open-plot-line-4: 190 Sq. Yards <box>220 1236 308 1253</box>
gold-line-3: GOLD LOAN RENEWAL ON BANK <box>574 1031 696 1041</box>
story-srilankan-fishermen <box>1289 1110 1518 1225</box>
divider <box>359 129 533 130</box>
gold-advts: -AAA- <box>625 1078 645 1086</box>
divider <box>359 298 533 300</box>
